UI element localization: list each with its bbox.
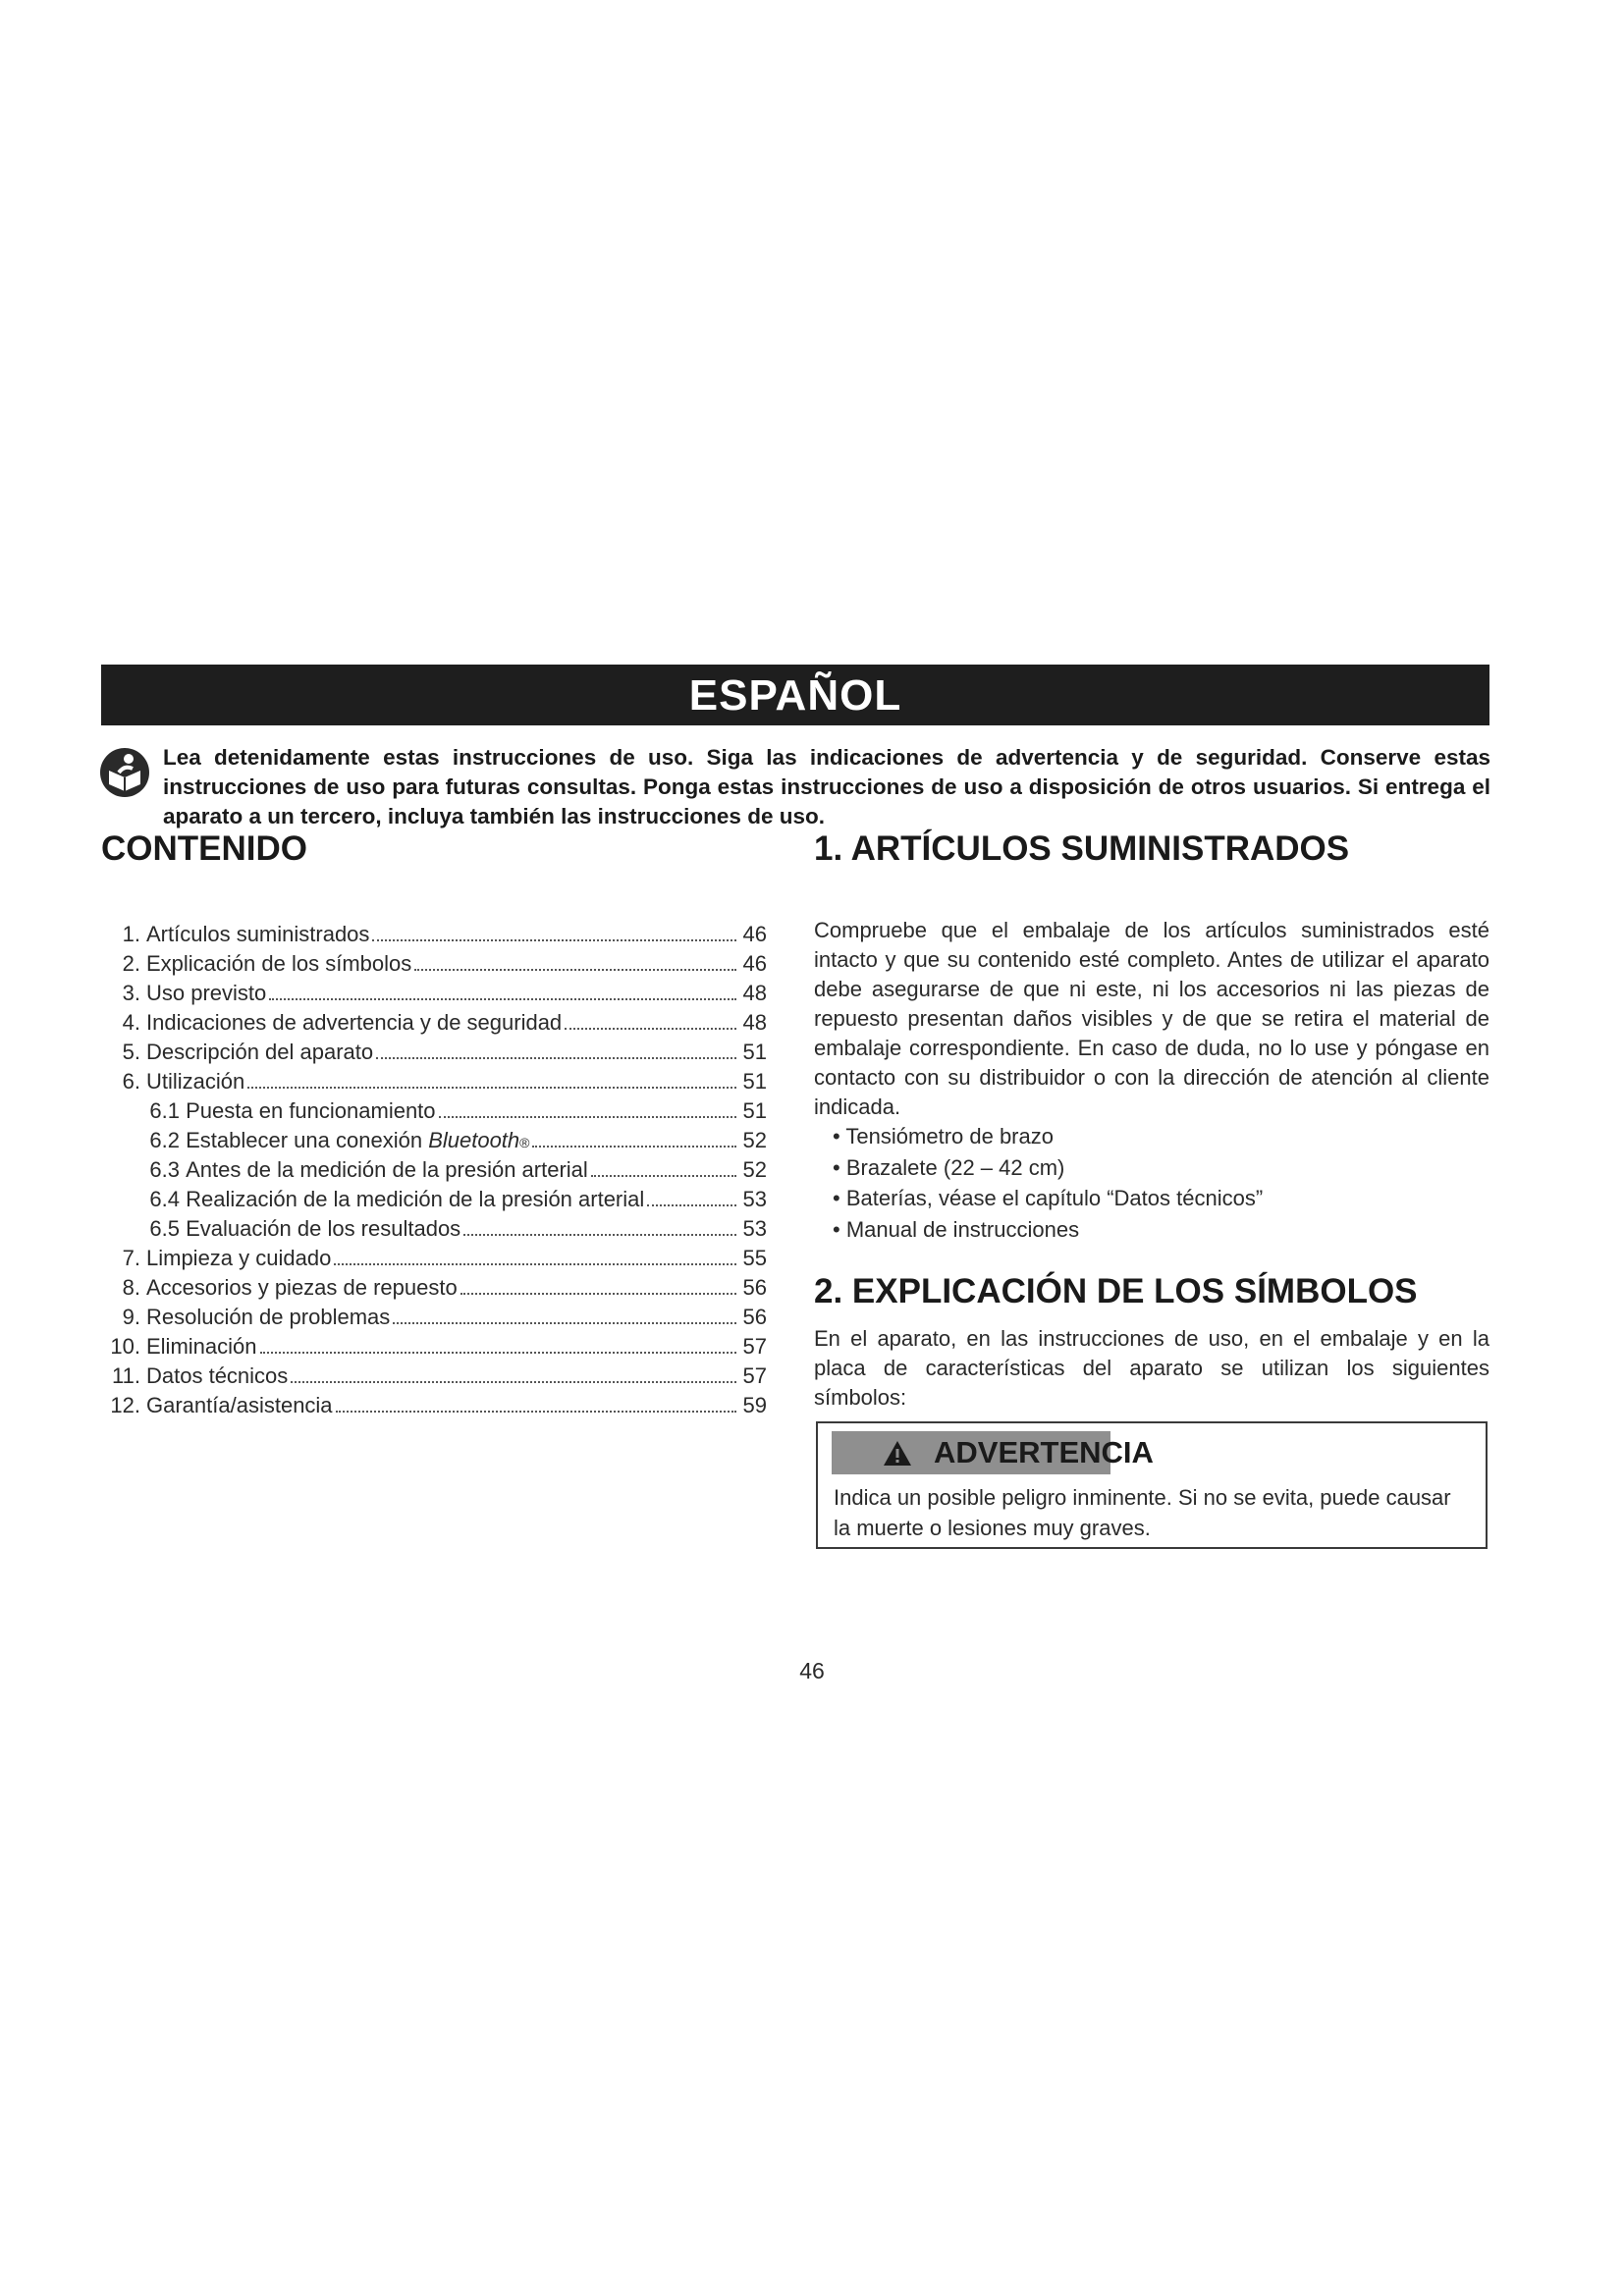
toc-subitem[interactable]: 6.4 Realización de la medición de la presión arterial 53: [149, 1187, 767, 1211]
section-2-heading: 2. EXPLICACIÓN DE LOS SÍMBOLOS: [814, 1272, 1418, 1310]
list-item: • Brazalete (22 – 42 cm): [833, 1152, 1263, 1184]
warning-title: ADVERTENCIA: [883, 1433, 1154, 1472]
toc-subitem[interactable]: 6.3 Antes de la medición de la presión arterial 52: [149, 1157, 767, 1182]
toc-item[interactable]: 9. Resolución de problemas 56: [122, 1305, 767, 1329]
section-1-paragraph: Compruebe que el embalaje de los artículos suministrados esté intacto y que su contenido esté completo. Antes de utilizar el aparato debe asegurarse de que ni este, ni los accesorios ni las piezas de repuesto presentan daños visibles y de que se retira el material de embalaje correspondiente. En caso de duda, no lo use y póngase en contacto con su distribuidor o con la dirección de atención al cliente indicada.: [814, 918, 1489, 1119]
intro-notice: Lea detenidamente estas instrucciones de uso. Siga las indicaciones de advertencia y de seguridad. Conserve estas instrucciones de uso para futuras consultas. Ponga estas instrucciones de uso a disposición de otros usuarios. Si entrega el aparato a un tercero, incluya también las instrucciones de uso.: [163, 745, 1490, 828]
list-item: • Baterías, véase el capítulo “Datos técnicos”: [833, 1183, 1263, 1214]
toc-subitem[interactable]: 6.5 Evaluación de los resultados 53: [149, 1216, 767, 1241]
toc-item[interactable]: 2. Explicación de los símbolos 46: [122, 951, 767, 976]
warning-text: Indica un posible peligro inminente. Si no se evita, puede causar la muerte o lesiones muy graves.: [834, 1485, 1451, 1540]
toc-item[interactable]: 11. Datos técnicos 57: [112, 1363, 767, 1388]
toc-subitem[interactable]: 6.2 Establecer una conexión Bluetooth ® 52: [149, 1128, 767, 1152]
toc-item[interactable]: 10. Eliminación 57: [110, 1334, 767, 1359]
supplied-items-list: [833, 1121, 1263, 1245]
contents-heading: CONTENIDO: [101, 829, 307, 868]
page-number: 46: [799, 1658, 825, 1683]
toc-item[interactable]: 5. Descripción del aparato 51: [122, 1040, 767, 1064]
toc-item[interactable]: 7. Limpieza y cuidado 55: [122, 1246, 767, 1270]
toc-item[interactable]: 8. Accesorios y piezas de repuesto 56: [122, 1275, 767, 1300]
warning-triangle-icon: [883, 1440, 912, 1467]
table-of-contents: [101, 920, 767, 1420]
toc-item[interactable]: 3. Uso previsto 48: [122, 981, 767, 1005]
toc-item[interactable]: 4. Indicaciones de advertencia y de seguridad 48: [122, 1010, 767, 1035]
toc-item[interactable]: 1. Artículos suministrados 46: [122, 922, 767, 946]
read-instructions-icon: [99, 747, 150, 798]
toc-item[interactable]: 12. Garantía/asistencia 59: [110, 1393, 767, 1417]
section-1-heading: 1. ARTÍCULOS SUMINISTRADOS: [814, 829, 1350, 868]
list-item: • Manual de instrucciones: [833, 1214, 1263, 1246]
section-2-paragraph: En el aparato, en las instrucciones de uso, en el embalaje y en la placa de características del aparato se utilizan los siguientes símbolos:: [814, 1326, 1489, 1410]
warning-box: [816, 1421, 1488, 1549]
language-banner: ESPAÑOL: [101, 665, 1489, 725]
toc-item[interactable]: 6. Utilización 51: [122, 1069, 767, 1094]
list-item: • Tensiómetro de brazo: [833, 1121, 1263, 1152]
toc-subitem[interactable]: 6.1 Puesta en funcionamiento 51: [149, 1098, 767, 1123]
